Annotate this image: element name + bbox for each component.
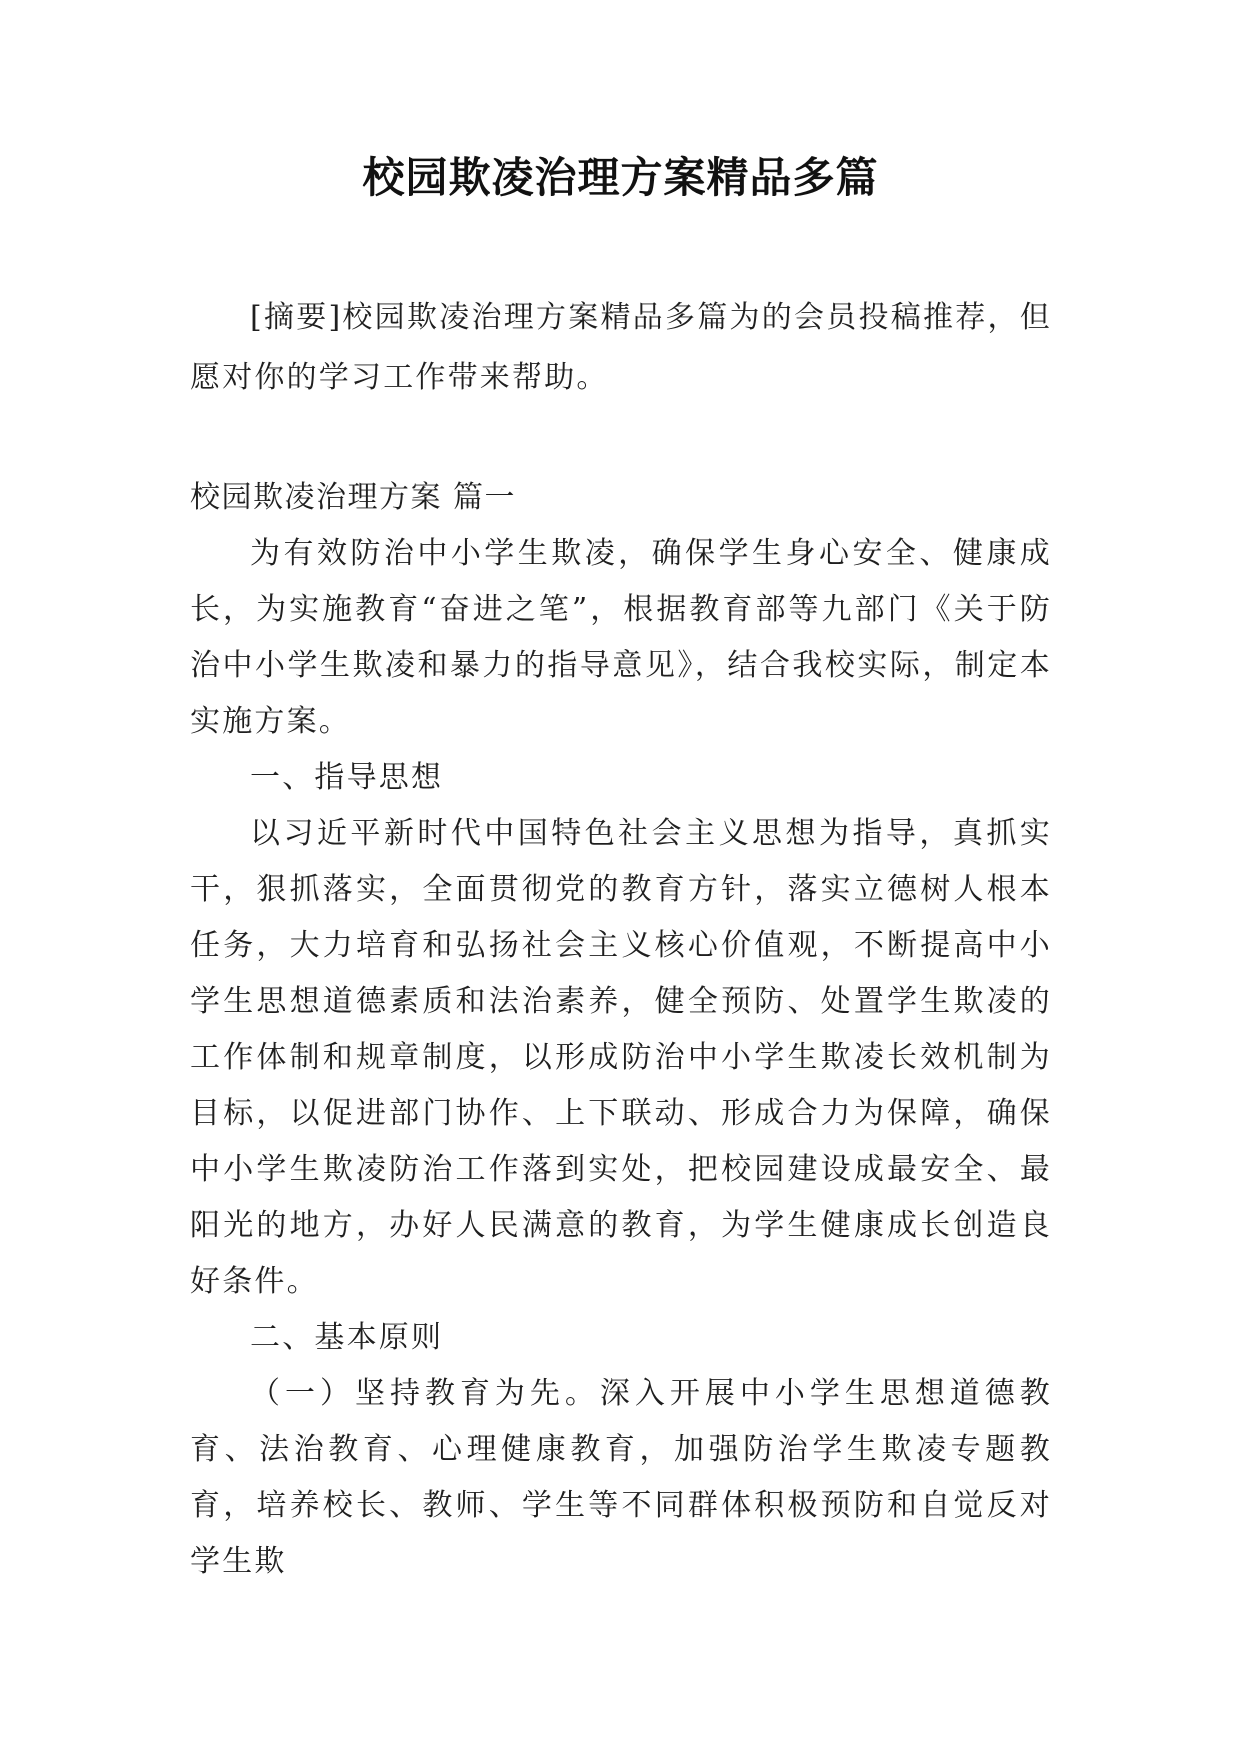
section-title: 校园欺凌治理方案 篇一: [190, 480, 517, 515]
abstract-paragraph: [摘要]校园欺凌治理方案精品多篇为的会员投稿推荐，但愿对你的学习工作带来帮助。: [190, 300, 1052, 395]
heading-basic-principles: 二、基本原则: [250, 1320, 444, 1355]
intro-paragraph: 为有效防治中小学生欺凌，确保学生身心安全、健康成长，为实施教育“奋进之笔”，根据教育部等九部门《关于防治中小学生欺凌和暴力的指导意见》，结合我校实际，制定本实施方案。: [190, 536, 1052, 739]
guiding-ideology-paragraph: 以习近平新时代中国特色社会主义思想为指导，真抓实干，狠抓落实，全面贯彻党的教育方针，落实立德树人根本任务，大力培育和弘扬社会主义核心价值观，不断提高中小学生思想道德素质和法治素养，健全预防、处置学生欺凌的工作体制和规章制度，以形成防治中小学生欺凌长效机制为目标，以促进部门协作、上下联动、形成合力为保障，确保中小学生欺凌防治工作落到实处，把校园建设成最安全、最阳光的地方，办好人民满意的教育，为学生健康成长创造良好条件。: [190, 816, 1052, 1299]
heading-guiding-ideology: 一、指导思想: [250, 760, 444, 795]
document-body: [190, 288, 1052, 1590]
document-title: 校园欺凌治理方案精品多篇: [362, 153, 879, 202]
principle-item-education-first: （一）坚持教育为先。深入开展中小学生思想道德教育、法治教育、心理健康教育，加强防治学生欺凌专题教育，培养校长、教师、学生等不同群体积极预防和自觉反对学生欺: [190, 1376, 1052, 1579]
